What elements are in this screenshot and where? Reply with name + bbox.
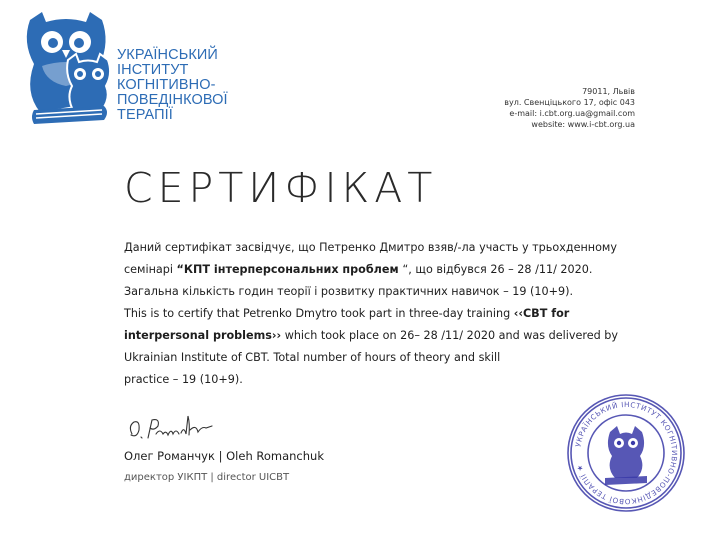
institute-name-line: ТЕРАПІЇ [117,107,173,123]
signer-name: Олег Романчук | Oleh Romanchuk [124,449,324,463]
english-paragraph-end: practice – 19 (10+9). [124,373,243,386]
en-seminar-name: ‹‹CBT for interpersonal problems›› [124,307,570,342]
ua-text-1: Даний сертифікат засвідчує, що Петренко Дмитро взяв/-ла участь у трьохденному семінарі [124,241,617,276]
institute-name-line: УКРАЇНСЬКИЙ [117,47,218,63]
institute-name-line: ІНСТИТУТ [117,62,189,78]
ukrainian-paragraph [124,237,644,303]
institute-logo [20,12,113,132]
english-paragraph [124,303,644,369]
institute-name-line: ПОВЕДІНКОВОЇ [117,92,228,108]
certificate-body [124,237,644,391]
institute-name [117,48,228,123]
signature-image [126,404,218,444]
address-block [504,86,635,130]
institute-name-line: КОГНІТИВНО- [117,77,216,93]
ua-text-2: “, що відбувся 26 – 28 /11/ 2020. Загальна кількість годин теорії і розвитку практичних навичок – 19 (10+9). [124,263,593,298]
institute-stamp [563,390,689,516]
address-city: 79011, Львів [582,87,635,96]
signer-position: директор УІКПТ | director UICBT [124,472,290,483]
address-street: вул. Свенціцького 17, офіс 043 [504,98,635,107]
address-email: e-mail: i.cbt.org.ua@gmail.com [509,109,635,118]
en-text-2: which took place on 26– 28 /11/ 2020 and was delivered by Ukrainian Institute of CBT. Total number of hours of theory and skill [124,329,618,364]
address-website: website: www.i-cbt.org.ua [531,120,635,129]
en-text-1: This is to certify that Petrenko Dmytro took part in three-day training [124,307,514,320]
certificate-title: СЕРТИФІКАТ [124,164,438,212]
ua-seminar-name: “КПТ інтерперсональних проблем [176,263,403,276]
svg-text:УКРАЇНСЬКИЙ ІНСТИТУТ КОГНІТИВН: УКРАЇНСЬКИЙ ІНСТИТУТ КОГНІТИВНО-ПОВЕДІНКОВОЇ ТЕРАПІЇ ★ [573,399,680,507]
